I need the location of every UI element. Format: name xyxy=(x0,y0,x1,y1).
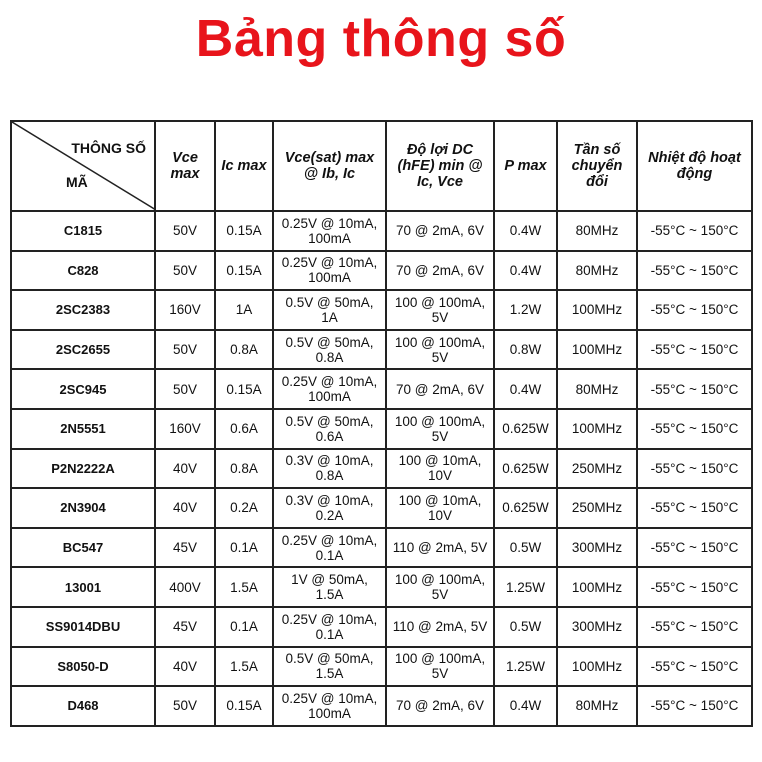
cell-p-max: 0.4W xyxy=(494,211,557,251)
cell-dc-gain: 70 @ 2mA, 6V xyxy=(386,251,494,291)
cell-dc-gain: 100 @ 100mA, 5V xyxy=(386,647,494,687)
cell-p-max: 1.25W xyxy=(494,647,557,687)
cell-ic-max: 0.15A xyxy=(215,369,273,409)
cell-frequency: 100MHz xyxy=(557,290,637,330)
cell-ic-max: 0.15A xyxy=(215,211,273,251)
cell-vce-sat: 0.25V @ 10mA, 0.1A xyxy=(273,607,386,647)
cell-vce-sat: 0.3V @ 10mA, 0.2A xyxy=(273,488,386,528)
cell-ic-max: 1A xyxy=(215,290,273,330)
cell-ic-max: 0.1A xyxy=(215,607,273,647)
cell-frequency: 100MHz xyxy=(557,330,637,370)
cell-vce-max: 40V xyxy=(155,449,215,489)
cell-ic-max: 0.8A xyxy=(215,449,273,489)
cell-part-code: 13001 xyxy=(11,567,155,607)
cell-part-code: 2SC2383 xyxy=(11,290,155,330)
table-row xyxy=(11,528,752,568)
cell-dc-gain: 110 @ 2mA, 5V xyxy=(386,528,494,568)
cell-dc-gain: 100 @ 100mA, 5V xyxy=(386,330,494,370)
cell-frequency: 80MHz xyxy=(557,369,637,409)
table-row xyxy=(11,369,752,409)
cell-ic-max: 1.5A xyxy=(215,647,273,687)
cell-temperature: -55°C ~ 150°C xyxy=(637,251,752,291)
cell-vce-max: 40V xyxy=(155,647,215,687)
page-title: Bảng thông số xyxy=(195,10,567,68)
cell-vce-sat: 0.25V @ 10mA, 100mA xyxy=(273,369,386,409)
cell-dc-gain: 100 @ 100mA, 5V xyxy=(386,409,494,449)
cell-part-code: S8050-D xyxy=(11,647,155,687)
cell-vce-max: 45V xyxy=(155,528,215,568)
cell-vce-max: 50V xyxy=(155,686,215,726)
cell-vce-max: 50V xyxy=(155,211,215,251)
cell-part-code: 2SC2655 xyxy=(11,330,155,370)
table-row xyxy=(11,607,752,647)
cell-part-code: 2N5551 xyxy=(11,409,155,449)
cell-frequency: 300MHz xyxy=(557,607,637,647)
cell-part-code: P2N2222A xyxy=(11,449,155,489)
table-row xyxy=(11,409,752,449)
cell-p-max: 0.625W xyxy=(494,449,557,489)
cell-frequency: 100MHz xyxy=(557,409,637,449)
cell-p-max: 0.5W xyxy=(494,528,557,568)
table-row xyxy=(11,251,752,291)
cell-dc-gain: 100 @ 100mA, 5V xyxy=(386,567,494,607)
cell-vce-max: 160V xyxy=(155,290,215,330)
cell-temperature: -55°C ~ 150°C xyxy=(637,647,752,687)
corner-label-ma: MÃ xyxy=(66,174,88,190)
cell-part-code: C1815 xyxy=(11,211,155,251)
cell-vce-sat: 0.3V @ 10mA, 0.8A xyxy=(273,449,386,489)
cell-frequency: 250MHz xyxy=(557,449,637,489)
cell-dc-gain: 100 @ 100mA, 5V xyxy=(386,290,494,330)
table-row xyxy=(11,290,752,330)
cell-vce-max: 400V xyxy=(155,567,215,607)
cell-p-max: 1.2W xyxy=(494,290,557,330)
table-body xyxy=(11,211,752,726)
table-row xyxy=(11,449,752,489)
cell-p-max: 1.25W xyxy=(494,567,557,607)
cell-part-code: D468 xyxy=(11,686,155,726)
cell-dc-gain: 70 @ 2mA, 6V xyxy=(386,369,494,409)
cell-frequency: 80MHz xyxy=(557,251,637,291)
cell-vce-sat: 1V @ 50mA, 1.5A xyxy=(273,567,386,607)
corner-diagonal-line xyxy=(12,122,155,210)
table-row xyxy=(11,330,752,370)
cell-vce-sat: 0.5V @ 50mA, 1.5A xyxy=(273,647,386,687)
header-temperature: Nhiệt độ hoạt động xyxy=(637,121,752,211)
cell-temperature: -55°C ~ 150°C xyxy=(637,290,752,330)
cell-temperature: -55°C ~ 150°C xyxy=(637,449,752,489)
cell-p-max: 0.5W xyxy=(494,607,557,647)
cell-vce-sat: 0.25V @ 10mA, 100mA xyxy=(273,211,386,251)
cell-vce-sat: 0.5V @ 50mA, 0.8A xyxy=(273,330,386,370)
cell-vce-sat: 0.5V @ 50mA, 0.6A xyxy=(273,409,386,449)
cell-frequency: 100MHz xyxy=(557,567,637,607)
cell-ic-max: 0.6A xyxy=(215,409,273,449)
cell-frequency: 100MHz xyxy=(557,647,637,687)
header-dc-gain: Độ lợi DC (hFE) min @ Ic, Vce xyxy=(386,121,494,211)
cell-temperature: -55°C ~ 150°C xyxy=(637,211,752,251)
table-row xyxy=(11,488,752,528)
cell-dc-gain: 100 @ 10mA, 10V xyxy=(386,488,494,528)
cell-part-code: BC547 xyxy=(11,528,155,568)
cell-part-code: 2SC945 xyxy=(11,369,155,409)
cell-vce-sat: 0.25V @ 10mA, 0.1A xyxy=(273,528,386,568)
header-p-max: P max xyxy=(494,121,557,211)
cell-ic-max: 0.15A xyxy=(215,251,273,291)
cell-p-max: 0.4W xyxy=(494,251,557,291)
header-row xyxy=(11,121,752,211)
cell-temperature: -55°C ~ 150°C xyxy=(637,330,752,370)
cell-frequency: 80MHz xyxy=(557,211,637,251)
cell-vce-sat: 0.25V @ 10mA, 100mA xyxy=(273,686,386,726)
header-frequency: Tần số chuyển đổi xyxy=(557,121,637,211)
cell-dc-gain: 70 @ 2mA, 6V xyxy=(386,211,494,251)
cell-temperature: -55°C ~ 150°C xyxy=(637,528,752,568)
cell-vce-sat: 0.5V @ 50mA, 1A xyxy=(273,290,386,330)
cell-temperature: -55°C ~ 150°C xyxy=(637,488,752,528)
cell-dc-gain: 110 @ 2mA, 5V xyxy=(386,607,494,647)
spec-table xyxy=(10,120,753,727)
cell-vce-max: 40V xyxy=(155,488,215,528)
cell-ic-max: 1.5A xyxy=(215,567,273,607)
cell-frequency: 80MHz xyxy=(557,686,637,726)
cell-part-code: C828 xyxy=(11,251,155,291)
corner-label-thong-so: THÔNG SỐ xyxy=(71,140,146,156)
cell-vce-max: 45V xyxy=(155,607,215,647)
cell-temperature: -55°C ~ 150°C xyxy=(637,686,752,726)
cell-vce-max: 50V xyxy=(155,251,215,291)
cell-p-max: 0.625W xyxy=(494,488,557,528)
cell-ic-max: 0.8A xyxy=(215,330,273,370)
cell-p-max: 0.4W xyxy=(494,369,557,409)
cell-temperature: -55°C ~ 150°C xyxy=(637,567,752,607)
cell-p-max: 0.8W xyxy=(494,330,557,370)
cell-ic-max: 0.15A xyxy=(215,686,273,726)
cell-vce-sat: 0.25V @ 10mA, 100mA xyxy=(273,251,386,291)
table-row xyxy=(11,647,752,687)
cell-p-max: 0.625W xyxy=(494,409,557,449)
cell-frequency: 300MHz xyxy=(557,528,637,568)
cell-vce-max: 160V xyxy=(155,409,215,449)
table-row xyxy=(11,686,752,726)
header-vce-max: Vce max xyxy=(155,121,215,211)
table-row xyxy=(11,211,752,251)
cell-temperature: -55°C ~ 150°C xyxy=(637,607,752,647)
cell-part-code: SS9014DBU xyxy=(11,607,155,647)
table-row xyxy=(11,567,752,607)
cell-ic-max: 0.1A xyxy=(215,528,273,568)
cell-dc-gain: 70 @ 2mA, 6V xyxy=(386,686,494,726)
cell-ic-max: 0.2A xyxy=(215,488,273,528)
cell-frequency: 250MHz xyxy=(557,488,637,528)
corner-header-cell xyxy=(11,121,155,211)
cell-vce-max: 50V xyxy=(155,369,215,409)
cell-p-max: 0.4W xyxy=(494,686,557,726)
cell-part-code: 2N3904 xyxy=(11,488,155,528)
header-ic-max: Ic max xyxy=(215,121,273,211)
cell-temperature: -55°C ~ 150°C xyxy=(637,369,752,409)
cell-vce-max: 50V xyxy=(155,330,215,370)
cell-temperature: -55°C ~ 150°C xyxy=(637,409,752,449)
cell-dc-gain: 100 @ 10mA, 10V xyxy=(386,449,494,489)
header-vce-sat: Vce(sat) max @ Ib, Ic xyxy=(273,121,386,211)
